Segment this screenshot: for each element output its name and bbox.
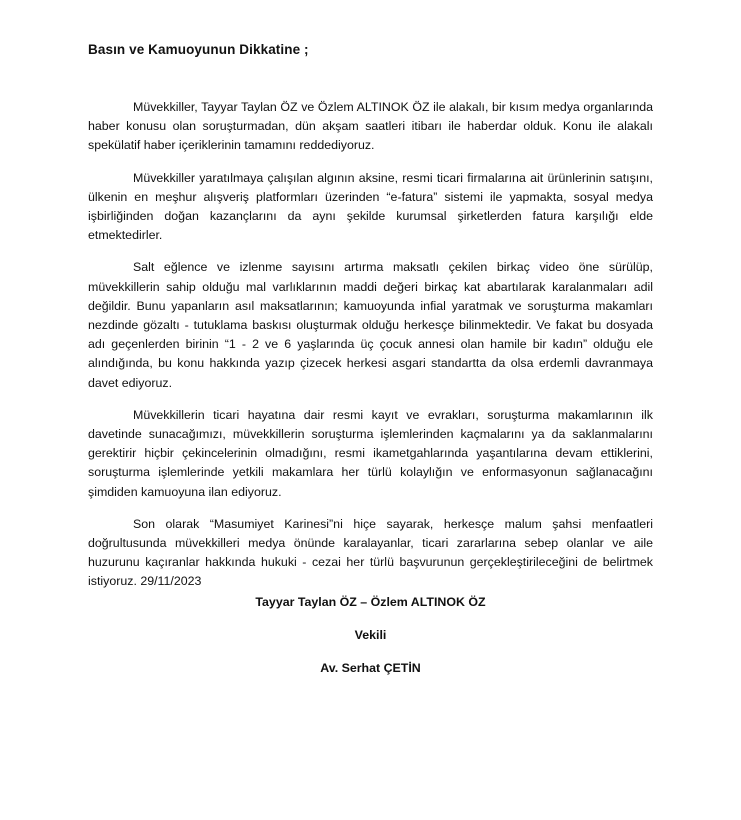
document-body [88, 98, 653, 605]
signature-role: Vekili [354, 628, 387, 642]
signature-lawyer: Av. Serhat ÇETİN [320, 661, 421, 675]
signature-block [88, 593, 653, 692]
paragraph-5: Son olarak “Masumiyet Karinesi”ni hiçe sayarak, herkesçe malum şahsi menfaatleri doğrultusunda müvekkilleri medya önünde karalayanlar, ticari zararlarına sebep olanlar ve aile huzurunu kaçıranlar hakkında hukuki - cezai her türlü başvurunun gerçekleştirileceğini de belirtmek istiyoruz. 29/11/2023 [88, 516, 653, 589]
paragraph-2: Müvekkiller yaratılmaya çalışılan algının aksine, resmi ticari firmalarına ait ürünlerinin satışını, ülkenin en meşhur alışveriş platformları üzerinden “e-fatura” sistemi ile yapmakta, sosyal medya işbirliğinden doğan kazançlarını da aynı şekilde kurumsal şirketlerden fatura karşılığı elde etmektedirler. [88, 170, 653, 243]
paragraph-3: Salt eğlence ve izlenme sayısını artırma maksatlı çekilen birkaç video öne sürülüp, müvekkillerin sahip olduğu mal varlıklarının maddi değeri birkaç kat abartılarak karalanmaları adil değildir. Bunu yapanların asıl maksatlarının; kamuoyunda infial yaratmak ve soruşturma makamları nezdinde gözaltı - tutuklama baskısı oluşturmak olduğu herkesçe bilinmektedir. Ve fakat bu dosyada adı geçenlerden birinin “1 - 2 ve 6 yaşlarında üç çocuk annesi olan hamile bir kadın” olduğu ele alındığında, bu konu hakkında yazıp çizecek herkesi asgari standartta da olsa erdemli davranmaya davet ediyoruz. [88, 260, 653, 390]
paragraph-4: Müvekkillerin ticari hayatına dair resmi kayıt ve evrakları, soruşturma makamlarının ilk davetinde sunacağımızı, müvekkillerin soruşturma işlemlerinden kaçmalarını ya da saklanmalarını gerektirir hiçbir çekincelerinin olmadığını, resmi ikametgahlarında yaşantılarına devam ettiklerini, soruşturma işlemlerinde yetkili makamlara her türlü kolaylığın ve enformasyonun sağlanacağını şimdiden kamuoyuna ilan ediyoruz. [88, 407, 653, 499]
paragraph-1: Müvekkiller, Tayyar Taylan ÖZ ve Özlem ALTINOK ÖZ ile alakalı, bir kısım medya organlarında haber konusu olan soruşturmadan, dün akşam saatleri itibarı ile haberdar olduk. Konu ile alakalı spekülatif haber içeriklerinin tamamını reddediyoruz. [88, 100, 653, 153]
document-heading: Basın ve Kamuoyunun Dikkatine ; [88, 42, 309, 57]
signature-clients: Tayyar Taylan ÖZ – Özlem ALTINOK ÖZ [255, 595, 486, 609]
